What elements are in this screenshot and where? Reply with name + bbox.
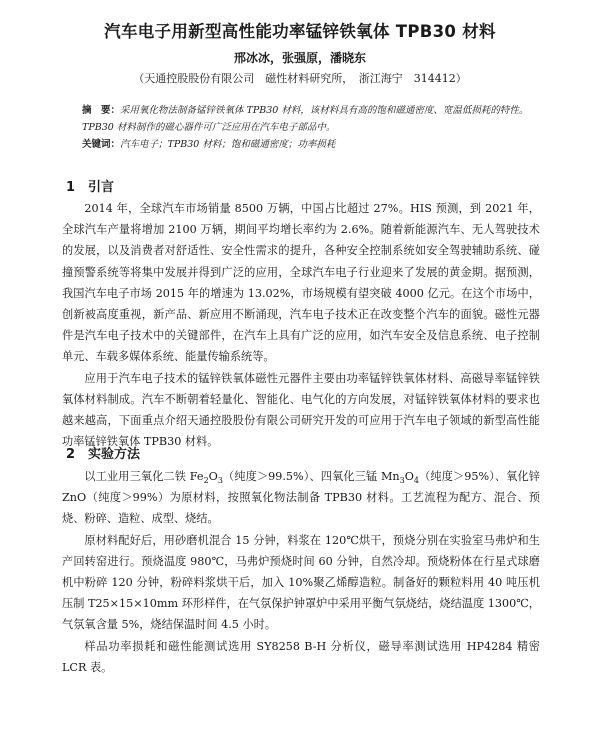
- section-heading-methods: [66, 443, 140, 462]
- paragraph: 应用于汽车电子技术的锰锌铁氧体磁性元器件主要由功率锰锌铁氧体材料、高磁导率锰锌铁氧体材料制成。汽车不断朝着轻量化、智能化、电气化的方向发展，对锰锌铁氧体材料的要求也越来越高，下面重点介绍天通控股股份有限公司研究开发的可应用于汽车电子领域的新型高性能功率锰锌铁氧体 TPB30 材料。: [62, 371, 540, 449]
- paragraph: 原材料配好后，用砂磨机混合 15 分钟，料浆在 120℃烘干，预烧分别在实验室马弗炉和生产回转窑进行。预烧温度 980℃，马弗炉预烧时间 60 分钟，自然冷却。预烧粉体在行星式球磨机中粉碎 120 分钟，粉碎料浆烘干后，加入 10%聚乙烯醇造粒。制备好的颗粒料用 40 吨压机压制 T25×15×10mm 环形样件，在气氛保护钟罩炉中采用平衡气氛烧结，烧结温度 1300℃，气氛氧含量 5%，烧结保温时间 4.5 小时。: [62, 533, 540, 632]
- abstract-label: 摘 要：: [82, 105, 121, 116]
- section-title: 实验方法: [88, 447, 141, 462]
- section-number: 1: [66, 180, 76, 195]
- paragraph: 样品功率损耗和磁性能测试选用 SY8258 B-H 分析仪，磁导率测试选用 HP4284 精密 LCR 表。: [62, 639, 540, 674]
- section-heading-intro: [66, 176, 114, 195]
- section-title: 引言: [88, 180, 115, 195]
- section-body-methods: [62, 466, 540, 678]
- keywords-text: 汽车电子；TPB30 材料；饱和磁通密度；功率损耗: [120, 139, 336, 150]
- abstract: [82, 102, 532, 136]
- section-body-intro: [62, 198, 540, 452]
- paragraph: 2014 年，全球汽车市场销量 8500 万辆，中国占比超过 27%。HIS 预测，到 2021 年，全球汽车产量将增加 2100 万辆，期间平均增长率约为 2.6%。随着新能源汽车、无人驾驶技术的发展，以及消费者对舒适性、安全性需求的提升，各种安全控制系统如安全驾驶辅助系统、碰撞预警系统等将集中发展并得到广泛的应用，全球汽车电子行业迎来了发展的黄金期。据预测，我国汽车电子市场 2015 年的增速为 13.02%，市场规模有望突破 4000 亿元。在这个市场中，创新被高度重视，新产品、新应用不断涌现，汽车电子技术正在改变整个汽车的面貌。磁性元器件是汽车电子技术中的关键部件，在汽车上具有广泛的应用，如汽车安全及信息系统、电子控制单元、车载多媒体系统、能量传输系统等。: [62, 202, 540, 364]
- section-number: 2: [66, 447, 76, 462]
- affiliation: （天通控股股份有限公司 磁性材料研究所， 浙江海宁 314412）: [133, 72, 467, 85]
- keywords-label: 关键词：: [82, 139, 121, 150]
- paper-title: 汽车电子用新型高性能功率锰锌铁氧体 TPB30 材料: [104, 22, 496, 41]
- keywords: [82, 138, 532, 152]
- abstract-text: 采用氧化物法制备锰锌铁氧体 TPB30 材料，该材料具有高的饱和磁通密度、宽温低损耗的特性。TPB30 材料制作的磁心器件可广泛应用在汽车电子部品中。: [82, 105, 529, 133]
- author-list: 邢冰冰，张强原，潘晓东: [233, 51, 366, 65]
- paragraph: 以工业用三氧化二铁 $Fe_2O_3$（纯度＞99.5%）、四氧化三锰 $Mn_3O_4$（纯度＞95%）、氧化锌 ZnO（纯度＞99%）为原材料，按照氧化物法制备 TPB30 材料。工艺流程为配方、混合、预烧、粉碎、造粒、成型、烧结。: [62, 470, 540, 526]
